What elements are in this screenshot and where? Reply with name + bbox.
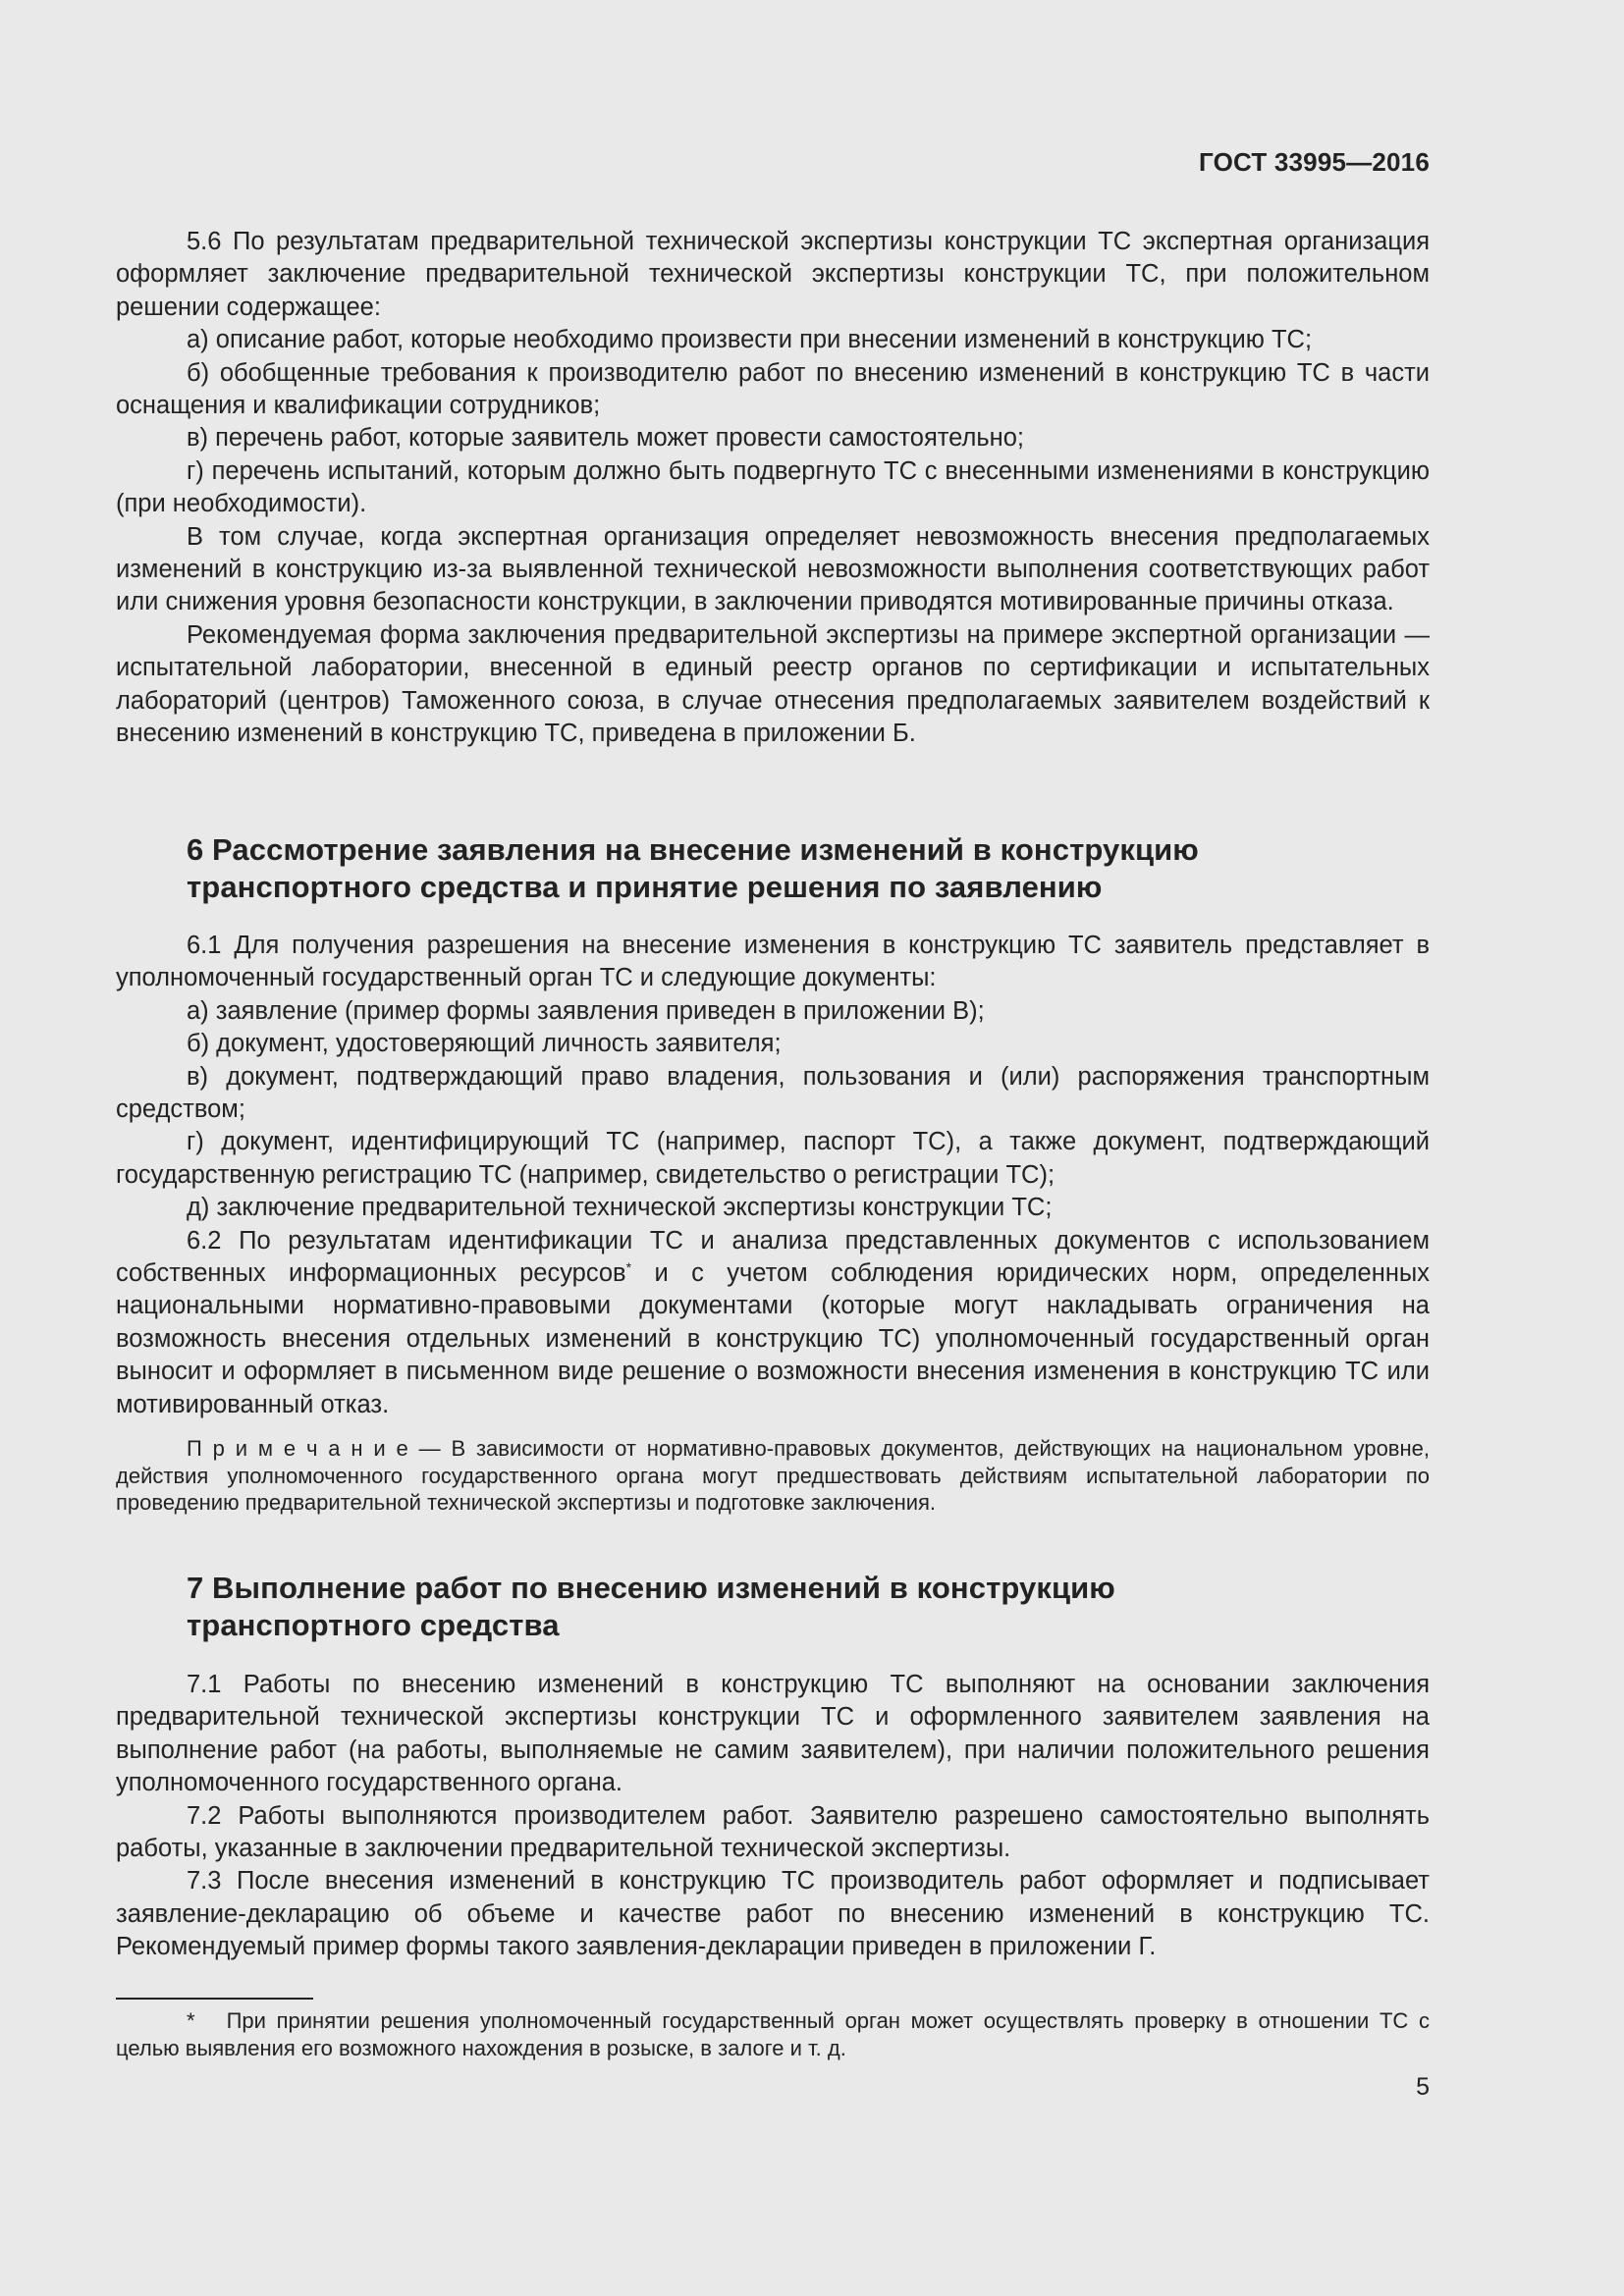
footnote-divider xyxy=(116,1998,313,2000)
paragraph-refusal: В том случае, когда экспертная организация определяет невозможность внесения предполагаемых изменений в конструкцию из-за выявленной технической невозможности выполнения соответствующих работ или снижения уровня безопасности конструкции, в заключении приводятся мотивированные причины отказа. xyxy=(116,522,1430,616)
list-item-g: г) документ, идентифицирующий ТС (например, паспорт ТС), а также документ, подтверждающий государственную регистрацию ТС (например, свидетельство о регистрации ТС); xyxy=(116,1128,1430,1189)
section-6-body xyxy=(116,930,1430,1421)
footnote-text: При принятии решения уполномоченный государственный орган может осуществлять проверку в отношении ТС с целью выявления его возможного нахождения в розыске, в залоге и т. д. xyxy=(116,2008,1430,2060)
footnote-reference: * xyxy=(625,1259,632,1276)
list-item-a: а) заявление (пример формы заявления приведен в приложении В); xyxy=(187,996,985,1025)
list-item-b: б) обобщенные требования к производителю работ по внесению изменений в конструкцию ТС в части оснащения и квалификации сотрудников; xyxy=(116,358,1430,420)
section-7-heading xyxy=(116,1570,1430,1644)
paragraph-6-2 xyxy=(116,1225,1430,1421)
section-6-heading xyxy=(116,831,1430,906)
list-item-b: б) документ, удостоверяющий личность заявителя; xyxy=(187,1030,782,1058)
paragraph-recommended-form: Рекомендуемая форма заключения предварительной экспертизы на примере экспертной организации — испытательной лаборатории, внесенной в единый реестр органов по сертификации и испытательных лабораторий (центров) Таможенного союза, в случае отнесения предполагаемых заявителем воздействий к внесению изменений в конструкцию ТС, приведена в приложении Б. xyxy=(116,620,1430,748)
list-item-v: в) документ, подтверждающий право владения, пользования и (или) распоряжения транспортным средством; xyxy=(116,1062,1430,1124)
footnote xyxy=(116,2007,1430,2061)
list-item-v: в) перечень работ, которые заявитель может провести самостоятельно; xyxy=(187,424,1025,453)
note-label: П р и м е ч а н и е xyxy=(187,1436,408,1461)
section-6-heading-line1: 6 Рассмотрение заявления на внесение изменений в конструкцию xyxy=(187,832,1199,867)
paragraph-6-2-part2: и с учетом соблюдения юридических норм, определенных национальными нормативно-правовыми документами (которые могут накладывать ограничения на возможность внесения отдельных изменений в конструкцию ТС) уполномоченный государственный орган выносит и оформляет в письменном виде решение о возможности внесения изменения в конструкцию ТС или мотивированный отказ. xyxy=(116,1259,1430,1418)
section-7-heading-line2: транспортного средства xyxy=(187,1608,560,1642)
section-7-body xyxy=(116,1669,1430,1964)
note xyxy=(116,1435,1430,1517)
list-item-a: а) описание работ, которые необходимо произвести при внесении изменений в конструкцию ТС; xyxy=(187,326,1313,354)
page-number: 5 xyxy=(1416,2073,1430,2101)
footnote-mark: * xyxy=(187,2008,195,2033)
paragraph-6-2-part1: 6.2 По результатам идентификации ТС и анализа представленных документов с использованием собственных информационных ресурсов xyxy=(116,1226,1430,1288)
paragraph-5-6: 5.6 По результатам предварительной технической экспертизы конструкции ТС экспертная организация оформляет заключение предварительной технической экспертизы конструкции ТС, при положительном решении содержащее: xyxy=(116,228,1430,321)
section-7-heading-line1: 7 Выполнение работ по внесению изменений в конструкцию xyxy=(187,1571,1115,1605)
section-5-6 xyxy=(116,226,1430,751)
note-text: — В зависимости от нормативно-правовых документов, действующих на национальном уровне, действия уполномоченного государственного органа могут предшествовать действиям испытательной лаборатории по проведению предварительной технической экспертизы и подготовке заключения. xyxy=(116,1436,1430,1515)
paragraph-6-1: 6.1 Для получения разрешения на внесение изменения в конструкцию ТС заявитель представляет в уполномоченный государственный орган ТС и следующие документы: xyxy=(116,932,1430,992)
paragraph-7-1: 7.1 Работы по внесению изменений в конструкцию ТС выполняют на основании заключения предварительной технической экспертизы конструкции ТС и оформленного заявителем заявления на выполнение работ (на работы, выполняемые не самим заявителем), при наличии положительного решения уполномоченного государственного органа. xyxy=(116,1671,1430,1797)
paragraph-7-2: 7.2 Работы выполняются производителем работ. Заявителю разрешено самостоятельно выполнять работы, указанные в заключении предварительной технической экспертизы. xyxy=(116,1801,1430,1863)
list-item-d: д) заключение предварительной технической экспертизы конструкции ТС; xyxy=(187,1194,1053,1222)
standard-designation: ГОСТ 33995—2016 xyxy=(1199,147,1430,177)
paragraph-7-3: 7.3 После внесения изменений в конструкцию ТС производитель работ оформляет и подписывает заявление-декларацию об объеме и качестве работ по внесению изменений в конструкцию ТС. Рекомендуемый пример формы такого заявления-декларации приведен в приложении Г. xyxy=(116,1867,1430,1961)
list-item-g: г) перечень испытаний, которым должно быть подвергнуто ТС с внесенными изменениями в конструкцию (при необходимости). xyxy=(116,456,1430,518)
section-6-heading-line2: транспортного средства и принятие решения по заявлению xyxy=(187,870,1103,904)
